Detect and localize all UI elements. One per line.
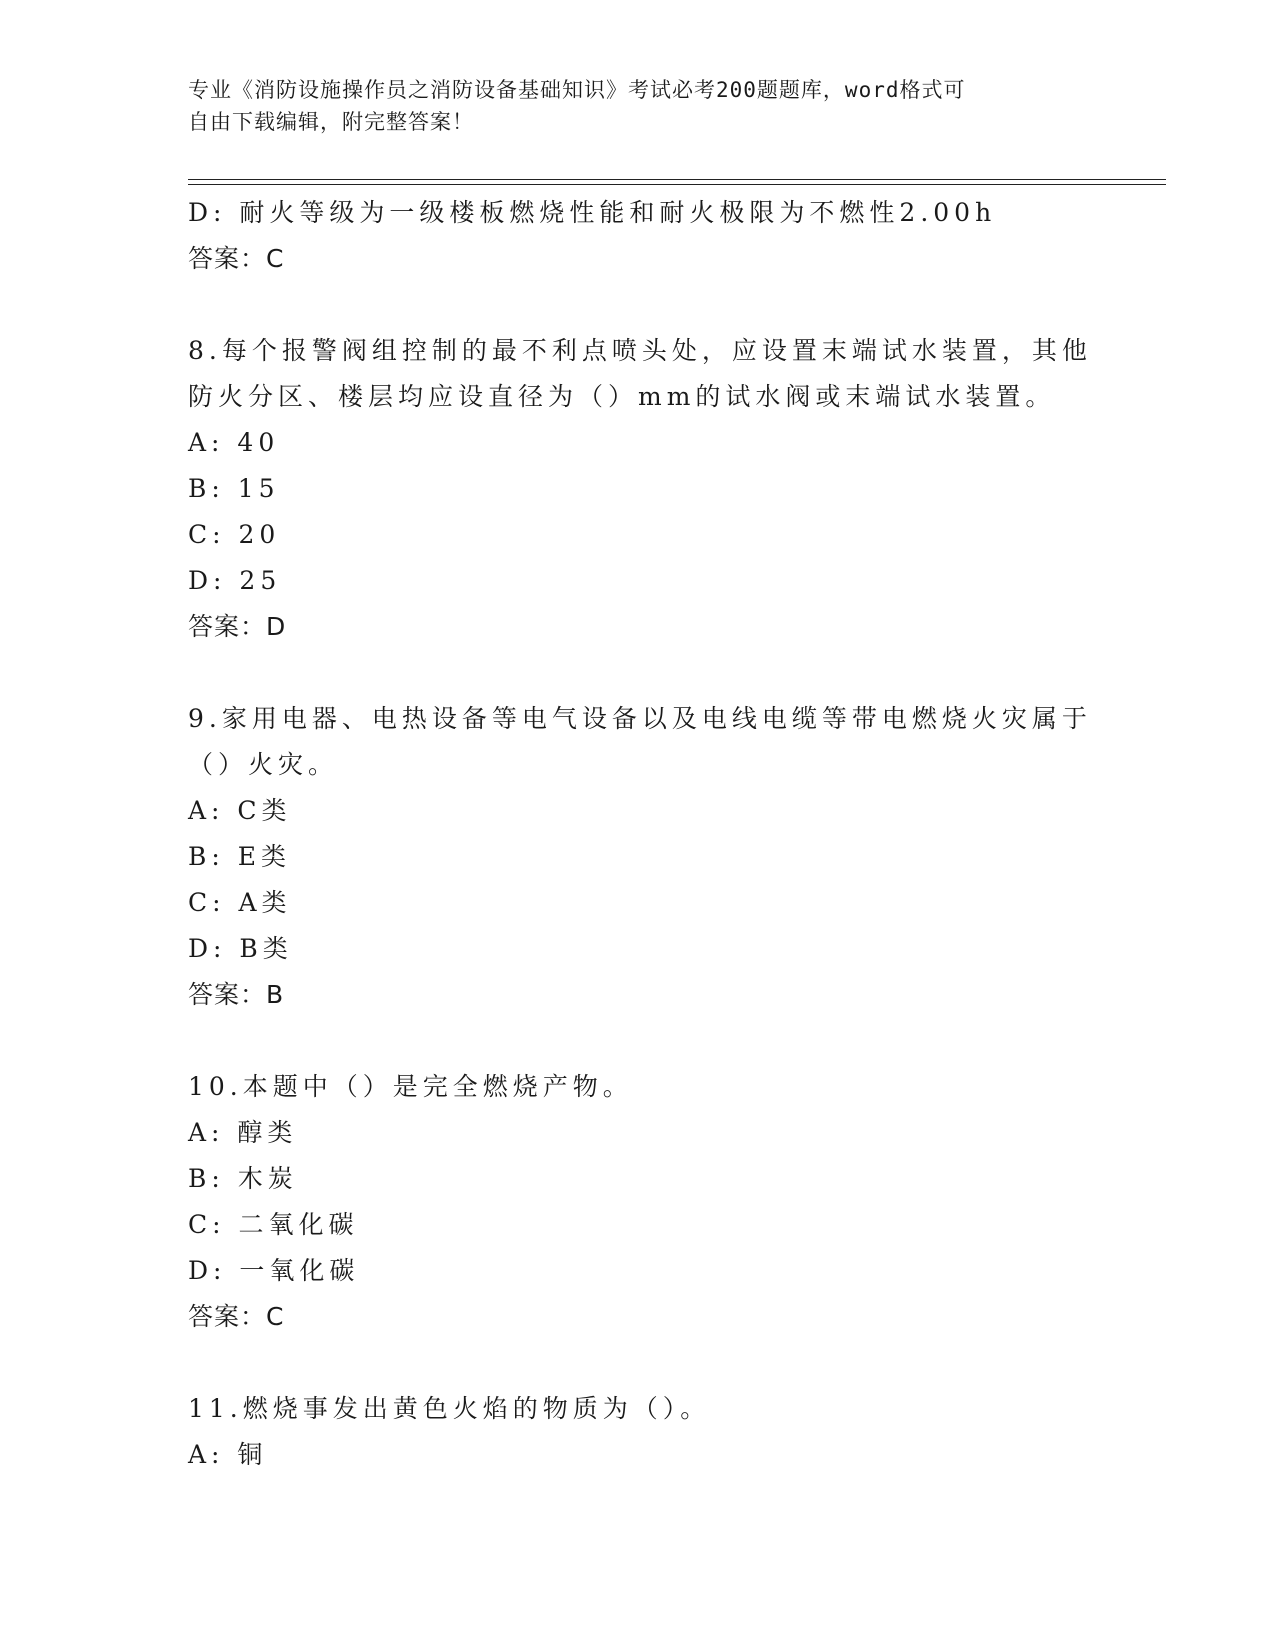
spacer — [188, 650, 1088, 696]
spacer — [188, 282, 1088, 328]
question-8-answer: 答案：D — [188, 612, 287, 641]
header-divider-top — [188, 179, 1166, 180]
question-8-option-b: B: 15 — [188, 474, 280, 503]
question-8-option-a: A: 40 — [188, 428, 280, 457]
question-9-text-line-2: （）火灾。 — [188, 750, 339, 779]
question-9-option-b: B: E类 — [188, 842, 291, 871]
question-11-option-a: A: 铜 — [188, 1440, 268, 1469]
question-10-option-c: C: 二氧化碳 — [188, 1210, 359, 1239]
header-line-2: 自由下载编辑，附完整答案！ — [188, 110, 474, 134]
question-11-text: 11.燃烧事发出黄色火焰的物质为（）。 — [188, 1394, 711, 1423]
spacer — [188, 1340, 1088, 1386]
question-9-text-line-1: 9.家用电器、电热设备等电气设备以及电线电缆等带电燃烧火灾属于 — [188, 704, 1092, 733]
question-9-option-a: A: C类 — [188, 796, 292, 825]
question-10-option-a: A: 醇类 — [188, 1118, 298, 1147]
question-9-answer: 答案：B — [188, 980, 285, 1009]
header-line-1: 专业《消防设施操作员之消防设备基础知识》考试必考200题题库，word格式可 — [188, 78, 966, 102]
question-10-answer: 答案：C — [188, 1302, 285, 1331]
question-8-text-line-2: 防火分区、楼层均应设直径为（）mm的试水阀或末端试水装置。 — [188, 382, 1056, 411]
document-header — [188, 74, 1088, 138]
question-8-option-d: D: 25 — [188, 566, 282, 595]
question-9-option-c: C: A类 — [188, 888, 292, 917]
question-10-text: 10.本题中（）是完全燃烧产物。 — [188, 1072, 633, 1101]
question-8-option-c: C: 20 — [188, 520, 281, 549]
question-10-option-b: B: 木炭 — [188, 1164, 298, 1193]
question-10-option-d: D: 一氧化碳 — [188, 1256, 360, 1285]
prev-answer: 答案：C — [188, 244, 285, 273]
spacer — [188, 1018, 1088, 1064]
prev-option-d: D: 耐火等级为一级楼板燃烧性能和耐火极限为不燃性2.00h — [188, 198, 997, 227]
question-8-text-line-1: 8.每个报警阀组控制的最不利点喷头处，应设置末端试水装置，其他 — [188, 336, 1092, 365]
question-9-option-d: D: B类 — [188, 934, 293, 963]
header-divider-bottom — [188, 184, 1166, 185]
question-content — [188, 190, 1092, 1478]
